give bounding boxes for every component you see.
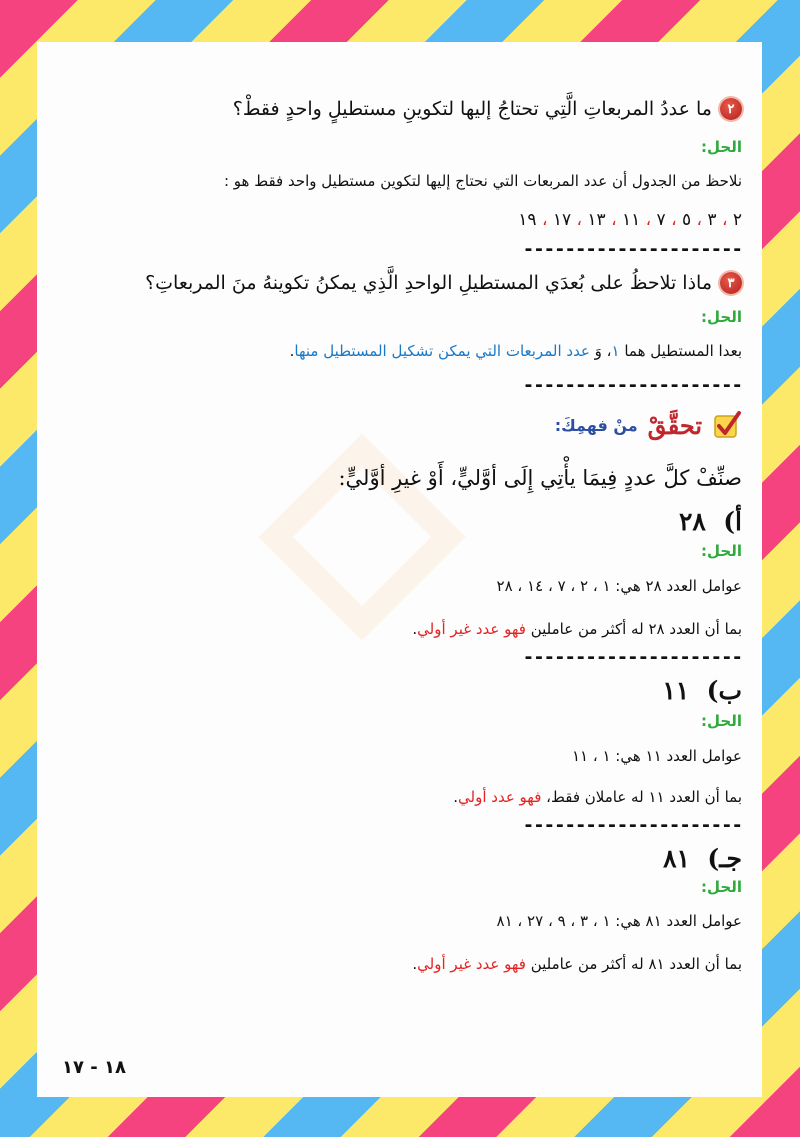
question-text: ماذا تلاحظُ على بُعدَي المستطيلِ الواحدِ الَّذِي يمكنُ تكوينهُ منَ المربعاتِ؟ — [145, 272, 712, 294]
sequence-number: ٢ — [732, 210, 742, 230]
sequence-separator: ، — [691, 210, 708, 230]
sequence-separator: ، — [640, 210, 657, 230]
check-title: تحقَّقْ — [647, 410, 702, 440]
check-understanding-header — [57, 410, 742, 440]
solution-label: الحل: — [701, 138, 742, 156]
book-watermark-icon — [247, 422, 477, 652]
sequence-number: ٣ — [707, 210, 717, 230]
sequence-number: ١١ — [621, 210, 641, 230]
part-b-heading — [57, 676, 742, 705]
sequence-number: ١٩ — [518, 210, 537, 230]
conclusion-end: . — [412, 955, 418, 973]
conclusion-end: . — [412, 620, 418, 638]
question-number-badge: ٢ — [720, 98, 742, 120]
solution-label: الحل: — [701, 542, 742, 560]
answer-highlight: عدد المربعات التي يمكن تشكيل المستطيل منها — [294, 342, 590, 360]
part-number: ١١ — [662, 676, 690, 705]
answer-value: ١ — [611, 342, 620, 360]
part-letter: أ) — [723, 507, 742, 536]
conclusion-text — [57, 788, 742, 806]
divider: --------------------- — [522, 238, 742, 260]
answer-text: نلاحظ من الجدول أن عدد المربعات التي نحتاج إليها لتكوين مستطيل واحد فقط هو : — [223, 172, 742, 190]
sequence-number: ١٣ — [587, 210, 606, 230]
sequence-separator: ، — [665, 210, 682, 230]
question-text: ما عددُ المربعاتِ الَّتِي تحتاجُ إليها لتكوينِ مستطيلٍ واحدٍ فقطْ؟ — [232, 98, 712, 120]
conclusion-text — [57, 620, 742, 638]
page-number: ١٨ - ١٧ — [62, 1057, 126, 1078]
conclusion-result: فهو عدد غير أولي — [417, 955, 526, 973]
sequence-number: ٥ — [681, 210, 692, 230]
conclusion-result: فهو عدد أولي — [458, 788, 542, 806]
check-subtitle: منْ فهمِكَ: — [554, 415, 638, 435]
factors-text: عوامل العدد ١١ هي: ١ ، ١١ — [571, 747, 742, 765]
factors-text: عوامل العدد ٨١ هي: ١ ، ٣ ، ٩ ، ٢٧ ، ٨١ — [496, 912, 742, 930]
solution-label: الحل: — [701, 712, 742, 730]
answer-text — [57, 342, 742, 360]
part-number: ٢٨ — [678, 507, 706, 536]
instruction: صنِّفْ كلَّ عددٍ فِيمَا يأْتِي إِلَى أوَّليٍّ، أَوْ غيرِ أوَّليٍّ: — [338, 466, 742, 490]
answer-part: بعدا المستطيل هما — [619, 342, 742, 360]
conclusion-text — [57, 955, 742, 973]
conclusion-result: فهو عدد غير أولي — [417, 620, 526, 638]
sequence-separator: ، — [605, 210, 622, 230]
divider: --------------------- — [522, 646, 742, 668]
conclusion-part: بما أن العدد ١١ له عاملان فقط، — [541, 788, 742, 806]
conclusion-part: بما أن العدد ٨١ له أكثر من عاملين — [525, 955, 742, 973]
solution-label: الحل: — [701, 878, 742, 896]
part-a-heading — [57, 507, 742, 536]
sequence-separator: ، — [536, 210, 553, 230]
factors-text: عوامل العدد ٢٨ هي: ١ ، ٢ ، ٧ ، ١٤ ، ٢٨ — [496, 577, 742, 595]
sequence-separator: ، — [571, 210, 588, 230]
question-number-badge: ٣ — [720, 272, 742, 294]
checkmark-icon — [712, 410, 742, 440]
number-sequence — [57, 210, 742, 230]
part-c-heading — [57, 844, 742, 873]
conclusion-part: بما أن العدد ٢٨ له أكثر من عاملين — [525, 620, 742, 638]
divider: --------------------- — [522, 814, 742, 836]
conclusion-end: . — [453, 788, 459, 806]
part-letter: ب) — [706, 676, 742, 705]
sequence-separator: ، — [716, 210, 733, 230]
answer-part: ، وَ — [589, 342, 612, 360]
sequence-number: ١٧ — [552, 210, 572, 230]
question-2 — [57, 98, 742, 120]
divider: --------------------- — [522, 374, 742, 396]
question-3 — [57, 272, 742, 294]
solution-label: الحل: — [701, 308, 742, 326]
part-number: ٨١ — [663, 844, 690, 873]
part-letter: جـ) — [707, 844, 742, 873]
answer-end: . — [289, 342, 295, 360]
worksheet-page — [37, 42, 762, 1097]
sequence-number: ٧ — [656, 210, 666, 230]
